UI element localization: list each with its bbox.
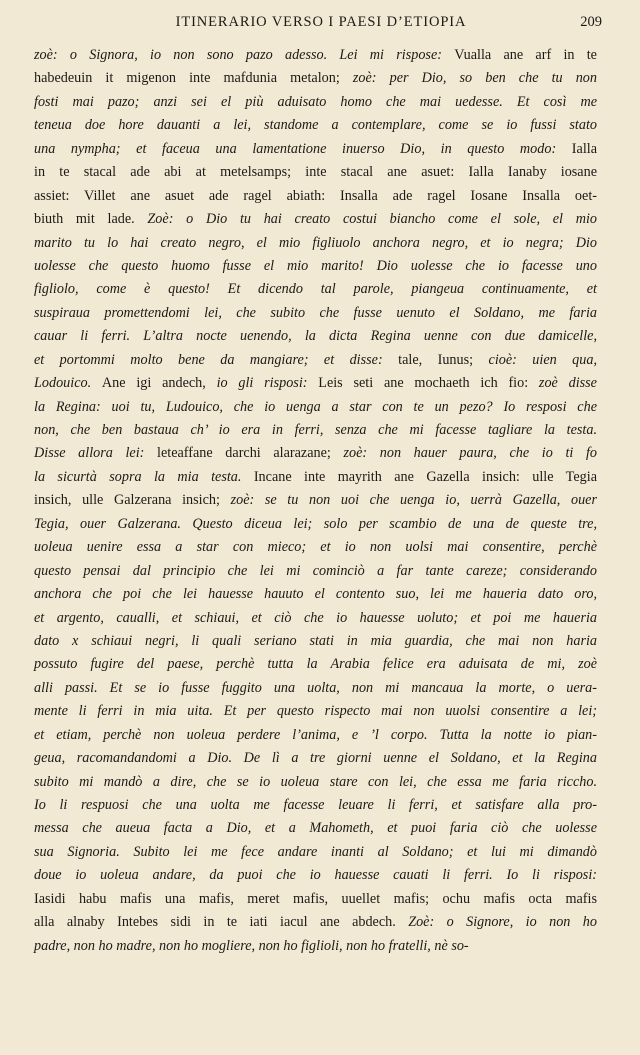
text-line xyxy=(34,700,597,723)
italian-text: Disse allora lei: xyxy=(34,445,158,462)
text-line xyxy=(34,536,597,559)
italian-text: dato x schiaui negri, li quali seriano stati in mia guardia, che mai non haria xyxy=(34,632,597,649)
text-line-content xyxy=(34,583,597,606)
foreign-text: tale, Iunus; xyxy=(398,351,489,368)
italian-text: zoè disse xyxy=(538,375,597,392)
italian-text: uoleua uenire essa a star con mieco; et io non uolsi mai consentire, perchè xyxy=(34,539,597,556)
text-line-content xyxy=(34,888,597,911)
foreign-text: assiet: Villet ane asuet ade ragel abiath: Insalla ade ragel Iosane Insalla oet- xyxy=(34,187,597,204)
text-line-content xyxy=(34,935,469,958)
text-line xyxy=(34,325,597,348)
page-number: 209 xyxy=(580,14,602,30)
text-line-content xyxy=(34,841,597,864)
text-line-content xyxy=(34,138,597,161)
foreign-text: Ane igi andech, xyxy=(101,375,217,392)
text-line xyxy=(34,607,597,630)
text-line xyxy=(34,349,597,372)
text-line xyxy=(34,747,597,770)
text-line-content xyxy=(34,560,597,583)
foreign-text: Vualla ane arf in te xyxy=(454,47,597,63)
italian-text: fosti mai pazo; anzi sei el più aduisato homo che mai uedesse. Et così me xyxy=(34,93,597,110)
text-line xyxy=(34,91,597,114)
text-line xyxy=(34,771,597,794)
italian-text: et argento, caualli, et schiaui, et ciò che io hauesse uoluto; et poi me haueria xyxy=(34,609,597,626)
text-line xyxy=(34,185,597,208)
italian-text: la sicurtà sopra la mia testa. xyxy=(34,468,254,485)
text-line-content xyxy=(34,677,597,700)
italian-text: la Regina: uoi tu, Ludouico, che io uenga a star con te un pezo? Io resposi che xyxy=(34,398,597,415)
text-line xyxy=(34,911,597,934)
text-line-content xyxy=(34,607,597,630)
text-line xyxy=(34,255,597,278)
italian-text: sua Signoria. Subito lei me fece andare inanti al Soldano; et lui mi dimandò xyxy=(34,843,597,860)
italian-text: Lodouico. xyxy=(34,375,102,392)
text-line-content xyxy=(34,91,597,114)
text-line xyxy=(34,489,597,512)
italian-text: et portommi molto bene da mangiare; et disse: xyxy=(34,351,399,368)
italian-text: anchora che poi che lei hauesse hauuto el contento suo, lei me haueria dato oro, xyxy=(34,586,597,603)
italian-text: zoè: per Dio, so ben che tu non xyxy=(352,70,597,87)
italian-text: io gli risposi: xyxy=(216,375,319,392)
text-line-content xyxy=(34,513,597,536)
italian-text: doue io uoleua andare, da puoi che io hauesse cauati li ferri. Io li risposi: xyxy=(34,867,597,884)
text-line-content xyxy=(34,700,597,723)
text-line-content xyxy=(34,771,597,794)
running-head xyxy=(40,14,602,36)
text-line-content xyxy=(34,161,597,184)
text-line-content xyxy=(34,372,597,395)
italian-text: geua, racomandandomi a Dio. De lì a tre giorni uenne el Soldano, et la Regina xyxy=(34,750,597,767)
foreign-text: in te stacal ade abi at metelsamps; inte stacal ane asuet: Ialla Ianaby iosane xyxy=(34,164,597,181)
text-line xyxy=(34,138,597,161)
text-line xyxy=(34,278,597,301)
italian-text: et etiam, perchè non uoleua perdere l’anima, e ’l corpo. Tutta la notte io pian- xyxy=(34,726,597,743)
italian-text: zoè: non hauer paura, che io ti fo xyxy=(343,445,598,462)
text-line xyxy=(34,466,597,489)
text-line xyxy=(34,794,597,817)
text-line-content xyxy=(34,349,597,372)
text-line xyxy=(34,935,597,958)
text-line-content xyxy=(34,325,597,348)
text-line-content xyxy=(34,724,597,747)
text-line xyxy=(34,724,597,747)
foreign-text: insich, ulle Galzerana insich; xyxy=(34,492,231,509)
text-line-content xyxy=(34,442,597,465)
text-line-content xyxy=(34,911,597,934)
text-line-content xyxy=(34,630,597,653)
text-line xyxy=(34,653,597,676)
text-line xyxy=(34,560,597,583)
text-line xyxy=(34,67,597,90)
text-line xyxy=(34,513,597,536)
italian-text: zoè: se tu non uoi che uenga io, uerrà Gazella, ouer xyxy=(230,492,597,509)
italian-text: mente li ferri in mia uita. Et per questo rispecto mai non uuolsi consentire a lei; xyxy=(34,703,597,720)
foreign-text: habedeuin it migenon inte mafdunia metalon; xyxy=(34,70,353,87)
italian-text: figliolo, come è questo! Et dicendo tal parole, piangeua continuamente, et xyxy=(34,281,597,298)
text-line xyxy=(34,232,597,255)
text-line-content xyxy=(34,185,597,208)
italian-text: suspiraua promettendomi lei, che subito che fusse uenuto el Soldano, me faria xyxy=(34,304,597,321)
italian-text: Tegia, ouer Galzerana. Questo diceua lei; solo per scambio de una de queste tre, xyxy=(34,515,597,532)
text-line xyxy=(34,302,597,325)
italian-text: Zoè: o Dio tu hai creato costui biancho come el sole, el mio xyxy=(147,211,597,228)
text-line xyxy=(34,841,597,864)
text-line-content xyxy=(34,864,597,887)
text-line-content xyxy=(34,747,597,770)
running-title: ITINERARIO VERSO I PAESI D’ETIOPIA xyxy=(175,14,467,30)
text-line xyxy=(34,419,597,442)
text-line xyxy=(34,114,597,137)
italian-text: subito mi mandò a dire, che se io uoleua stare con lei, che essa me faria riccho. xyxy=(34,773,597,790)
italian-text: padre, non ho madre, non ho mogliere, non ho figlioli, non ho fratelli, nè so- xyxy=(34,937,469,954)
foreign-text: alla alnaby Intebes sidi in te iati iacul ane abdech. xyxy=(34,914,409,931)
italian-text: alli passi. Et se io fusse fuggito una uolta, non mi mancaua la morte, o uera- xyxy=(34,679,597,696)
text-line-content xyxy=(34,302,597,325)
text-line xyxy=(34,677,597,700)
italian-text: marito tu lo hai creato negro, el mio figliuolo anchora negro, et io negra; Dio xyxy=(34,234,597,251)
text-line xyxy=(34,396,597,419)
text-line xyxy=(34,161,597,184)
text-line-content xyxy=(34,536,597,559)
text-line xyxy=(34,442,597,465)
text-line-content xyxy=(34,794,597,817)
text-line xyxy=(34,630,597,653)
text-line xyxy=(34,864,597,887)
text-line xyxy=(34,888,597,911)
text-line-content xyxy=(34,489,597,512)
italian-text: possuto fugire del paese, perchè tutta la Arabia felice era aduisata de mi, zoè xyxy=(34,656,597,673)
text-line-content xyxy=(34,67,597,90)
text-line-content xyxy=(34,208,597,231)
text-line-content xyxy=(34,817,597,840)
italian-text: teneua doe hore dauanti a lei, standome a contemplare, come se io fussi stato xyxy=(34,117,597,134)
text-line-content xyxy=(34,466,597,489)
foreign-text: Iasidi habu mafis una mafis, meret mafis, uuellet mafis; ochu mafis octa mafis xyxy=(34,890,597,907)
italian-text: messa che aueua facta a Dio, et a Mahometh, et puoi faria ciò che uolesse xyxy=(34,820,597,837)
text-line xyxy=(34,44,597,67)
text-line-content xyxy=(34,44,597,67)
italian-text: questo pensai dal principio che lei mi cominciò a far tante careze; considerando xyxy=(34,562,597,579)
text-line-content xyxy=(34,255,597,278)
foreign-text: Ialla xyxy=(571,140,597,157)
text-line-content xyxy=(34,419,597,442)
text-line xyxy=(34,208,597,231)
italian-text: una nympha; et faceua una lamentatione inuerso Dio, in questo modo: xyxy=(34,140,572,157)
italian-text: non, che ben bastaua ch’ io era in ferri, senza che mi facesse tagliare la testa. xyxy=(34,422,597,438)
foreign-text: biuth mit lade. xyxy=(34,211,148,228)
text-line-content xyxy=(34,396,597,419)
italian-text: uolesse che questo huomo fusse el mio marito! Dio uolesse che io facesse uno xyxy=(34,257,597,274)
foreign-text: Incane inte mayrith ane Gazella insich: ulle Tegia xyxy=(253,468,597,485)
text-line-content xyxy=(34,232,597,255)
italian-text: cioè: uien qua, xyxy=(488,351,598,368)
text-line xyxy=(34,817,597,840)
italian-text: Zoè: o Signore, io non ho xyxy=(408,914,597,931)
text-line-content xyxy=(34,278,597,301)
italian-text: Io li respuosi che una uolta me facesse leuare li ferri, et satisfare alla pro- xyxy=(34,797,597,813)
foreign-text: Leis seti ane mochaeth ich fio: xyxy=(318,375,539,392)
foreign-text: leteaffane darchi alarazane; xyxy=(157,445,344,462)
italian-text: zoè: o Signora, io non sono pazo adesso. Lei mi rispose: xyxy=(34,47,455,63)
text-line xyxy=(34,372,597,395)
italian-text: cauar li ferri. L’altra nocte uenendo, la dicta Regina uenne con due damicelle, xyxy=(34,328,597,345)
body-text xyxy=(34,44,597,958)
text-line xyxy=(34,583,597,606)
text-line-content xyxy=(34,114,597,137)
text-line-content xyxy=(34,653,597,676)
